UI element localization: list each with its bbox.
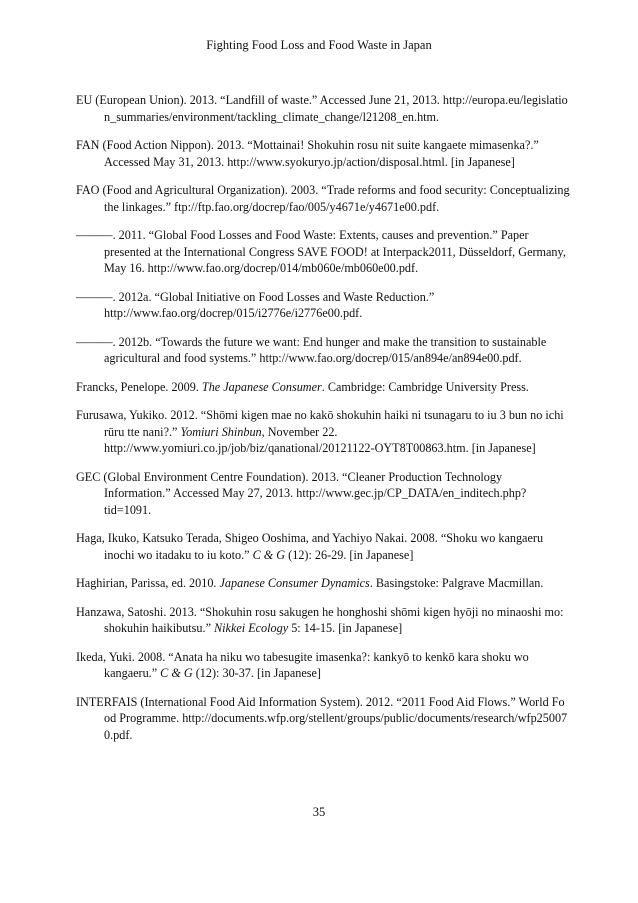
reference-entry: ———. 2012b. “Towards the future we want: End hunger and make the transition to sustainable agricultural and food systems.” http://www.fao.org/docrep/015/an894e/an894e00.pdf. xyxy=(76,334,547,365)
reference-entry: Francks, Penelope. 2009. The Japanese Consumer. Cambridge: Cambridge University Press. xyxy=(76,379,529,394)
reference-entry: Furusawa, Yukiko. 2012. “Shōmi kigen mae no kakō shokuhin haiki ni tsunagaru to iu 3 bun no ichi rūru tte nani?.” Yomiuri Shinbun, November 22. http://www.yomiuri.co.jp/job/biz/qanational/20121122-OYT8T00863.htm. [in Japanese] xyxy=(76,408,564,455)
reference-entry: ———. 2011. “Global Food Losses and Food Waste: Extents, causes and prevention.” Paper presented at the International Congress SAVE FOOD! at Interpack2011, Düsseldorf, Germany, May 16. http://www.fao.org/docrep/014/mb060e/mb060e00.pdf. xyxy=(76,228,566,275)
reference-list xyxy=(76,92,570,755)
reference-entry: FAN (Food Action Nippon). 2013. “Mottainai! Shokuhin rosu nit suite kangaete mimasenka?.” Accessed May 31, 2013. http://www.syokuryo.jp/action/disposal.html. [in Japanese] xyxy=(76,138,539,169)
reference-entry: Haga, Ikuko, Katsuko Terada, Shigeo Ooshima, and Yachiyo Nakai. 2008. “Shoku wo kangaeru inochi wo itadaku to iu koto.” C & G (12): 26-29. [in Japanese] xyxy=(76,531,544,562)
reference-entry: ———. 2012a. “Global Initiative on Food Losses and Waste Reduction.” http://www.fao.org/docrep/015/i2776e/i2776e00.pdf. xyxy=(76,289,435,320)
page-number: 35 xyxy=(312,805,326,819)
reference-entry: GEC (Global Environment Centre Foundation). 2013. “Cleaner Production Technology Information.” Accessed May 27, 2013. http://www.gec.jp/CP_DATA/en_inditech.php?tid=1091. xyxy=(76,469,527,517)
reference-entry: FAO (Food and Agricultural Organization). 2003. “Trade reforms and food security: Conceptualizing the linkages.” ftp://ftp.fao.org/docrep/fao/005/y4671e/y4671e00.pdf. xyxy=(76,183,570,214)
reference-entry: Hanzawa, Satoshi. 2013. “Shokuhin rosu sakugen he honghoshi shōmi kigen hyōji no minaoshi mo: shokuhin haikibutsu.” Nikkei Ecology 5: 14-15. [in Japanese] xyxy=(76,604,564,635)
running-head: Fighting Food Loss and Food Waste in Japan xyxy=(206,38,432,52)
reference-entry: Ikeda, Yuki. 2008. “Anata ha niku wo tabesugite imasenka?: kankyō to kenkō kara shoku wo kangaeru.” C & G (12): 30-37. [in Japanese] xyxy=(76,649,529,680)
reference-entry: INTERFAIS (International Food Aid Information System). 2012. “2011 Food Aid Flows.” World Food Programme. http://documents.wfp.org/stellent/groups/public/documents/research/wfp250070.pdf. xyxy=(76,694,568,742)
reference-entry: EU (European Union). 2013. “Landfill of waste.” Accessed June 21, 2013. http://europa.eu/legislation_summaries/environment/tackling_climate_change/l21208_en.htm. xyxy=(76,93,568,124)
reference-entry: Haghirian, Parissa, ed. 2010. Japanese Consumer Dynamics. Basingstoke: Palgrave Macmillan. xyxy=(76,576,544,590)
